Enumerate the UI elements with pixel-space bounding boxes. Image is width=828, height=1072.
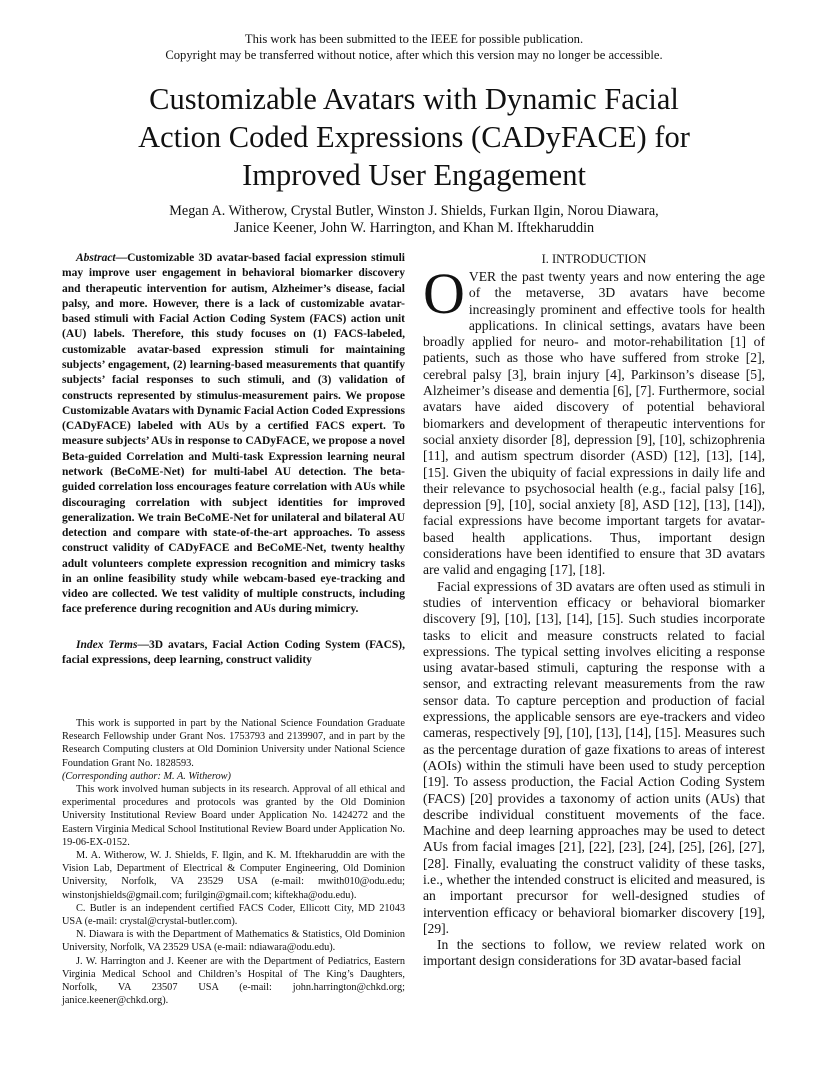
authors-line-1: Megan A. Witherow, Crystal Butler, Winston J. Shields, Furkan Ilgin, Norou Diawara,: [169, 203, 659, 219]
intro-paragraph-2: Facial expressions of 3D avatars are often used as stimuli in studies of intervention efficacy or behavioral biomarker discovery [9], [10], [13], [14], [15]. Such studies incorporate tasks to elicit and measure constructs related to facial expressions. The typical setting involves eliciting a response using avatar-based stimuli, capturing the response with a sensor, and extracting relevant measurements from the raw sensor data. To capture perception and production of facial expressions, the applicable sensors are eye-trackers and video cameras, respectively [9], [10], [13], [14], [15]. Measures such as the percentage duration of gaze fixations to areas of interest (AOIs) within the stimuli have been used to study perception [19]. To assess production, the Facial Action Coding System (FACS) [20] provides a taxonomy of action units (AUs) that describe individual constituent movements of the face. Machine and deep learning approaches may be used to detect AUs from facial images [21], [22], [23], [24], [25], [26], [27], [28]. Finally, evaluating the construct validity of these tasks, i.e., whether the intended construct is elicited and measured, is an important precursor for well-designed studies of intervention efficacy or behavioral biomarker discovery [19], [29].: [423, 578, 765, 936]
index-terms-lead: Index Terms: [76, 638, 138, 651]
intro-paragraph-1: [423, 261, 765, 579]
right-column: [423, 251, 765, 970]
title-line-2: Action Coded Expressions (CADyFACE) for: [138, 120, 690, 154]
abstract-lead: Abstract: [76, 252, 116, 264]
submission-notice: [0, 31, 828, 63]
notice-line-2: Copyright may be transferred without notice, after which this version may no longer be accessible.: [165, 48, 663, 62]
footnotes: [62, 717, 405, 1007]
abstract: [62, 251, 405, 618]
footnote-affiliation-vision-lab: M. A. Witherow, W. J. Shields, F. Ilgin, and K. M. Iftekharuddin are with the Vision Lab, Department of Electrical & Computer Engineering, Old Dominion University, Norfolk, VA 23529 USA (e-mail: mwith010@odu.edu; winstonjshields@gmail.com; furilgin@gmail.com; kiftekha@odu.edu).: [62, 850, 405, 901]
authors-line-2: Janice Keener, John W. Harrington, and Khan M. Iftekharuddin: [233, 220, 595, 236]
left-column: [62, 251, 405, 668]
index-terms-text: —3D avatars, Facial Action Coding System (FACS), facial expressions, deep learning, construct validity: [62, 638, 405, 667]
index-terms: [62, 638, 405, 669]
drop-cap: O: [423, 261, 465, 326]
notice-line-1: This work has been submitted to the IEEE for possible publication.: [244, 32, 584, 46]
footnote-ethics: This work involved human subjects in its research. Approval of all ethical and experimental procedures and protocols was granted by the Old Dominion University Institutional Review Board under Application No. 1424272 and the Eastern Virginia Medical School Institutional Review Board under Application No. 19-06-EX-0152.: [62, 784, 405, 848]
abstract-text: —Customizable 3D avatar-based facial expression stimuli may improve user engagement in behavioral biomarker discovery and therapeutic intervention for autism, Alzheimer’s disease, facial palsy, and more. However, there is a lack of customizable avatar-based stimuli with Facial Action Coding System (FACS) action unit (AU) labels. Therefore, this study focuses on (1) FACS-labeled, customizable avatar-based expression stimuli for maintaining subjects’ engagement, (2) learning-based measurements that quantify subjects’ facial responses to such stimuli, and (3) validation of constructs represented by stimulus-measurement pairs. We propose Customizable Avatars with Dynamic Facial Action Coded Expressions (CADyFACE) labeled with AUs by a certified FACS expert. To measure subjects’ AUs in response to CADyFACE, we propose a novel Beta-guided Correlation and Multi-task Expression learning neural network (BeCoME-Net) for multi-label AU detection. The beta-guided correlation loss encourages feature correlation with AUs while discouraging correlation with subject identities for improved generalization. We train BeCoME-Net for unilateral and bilateral AU detection and compare with state-of-the-art approaches. To assess construct validity of CADyFACE and BeCoME-Net, twenty healthy adult volunteers complete expression recognition and mimicry tasks in an online feasibility study while webcam-based eye-tracking and video are collected. We test validity of multiple constructs, including face preference during recognition and AUs during mimicry.: [62, 252, 405, 616]
section-heading-introduction: I. INTRODUCTION: [541, 252, 647, 266]
paper-title: [60, 80, 768, 194]
title-line-3: Improved User Engagement: [242, 158, 586, 192]
intro-paragraph-1-text: VER the past twenty years and now entering the age of the metaverse, 3D avatars have become increasingly prominent and effective tools for health applications. In clinical settings, avatars have been broadly applied for neuro- and motor-rehabilitation [1] of patients, such as those who have suffered from stroke [2], cerebral palsy [3], brain injury [4], Parkinson’s disease [5], Alzheimer’s disease and dementia [6], [7]. Furthermore, social avatars have aided discovery of potential behavioral biomarkers and development of therapeutic interventions for social anxiety disorder [8], depression [9], [10], schizophrenia [11], and autism spectrum disorder (ASD) [12], [13], [14], [15]. Given the ubiquity of facial expressions in daily life and their relevance to psychosocial health (e.g., facial palsy [16], depression [9], [10], social anxiety [8], ASD [12], [13], [14]), facial expressions have become important targets for avatar-based health applications. Thus, important design considerations have been identified to ensure that 3D avatars are valid and engaging [17], [18].: [423, 269, 765, 578]
footnote-corresponding-author: (Corresponding author: M. A. Witherow): [62, 770, 231, 782]
title-line-1: Customizable Avatars with Dynamic Facial: [149, 82, 679, 116]
footnote-affiliation-butler: C. Butler is an independent certified FACS Coder, Ellicott City, MD 21043 USA (e-mail: crystal@crystal-butler.com).: [62, 902, 405, 928]
author-list: [60, 203, 768, 237]
footnote-affiliation-evms: J. W. Harrington and J. Keener are with the Department of Pediatrics, Eastern Virginia Medical School and Children’s Hospital of The King’s Daughters, Norfolk, VA 23507 USA (e-mail: john.harrington@chkd.org; janice.keener@chkd.org).: [62, 955, 405, 1007]
footnote-funding: This work is supported in part by the National Science Foundation Graduate Research Fellowship under Grant Nos. 1753793 and 2139907, and in part by the Research Computing clusters at Old Dominion University under National Science Foundation Grant No. 1828593.: [62, 718, 405, 769]
footnote-affiliation-diawara: N. Diawara is with the Department of Mathematics & Statistics, Old Dominion University, Norfolk, VA 23529 USA (e-mail: ndiawara@odu.edu).: [62, 929, 405, 954]
intro-paragraph-3: In the sections to follow, we review related work on important design considerations for 3D avatar-based facial: [423, 937, 765, 969]
